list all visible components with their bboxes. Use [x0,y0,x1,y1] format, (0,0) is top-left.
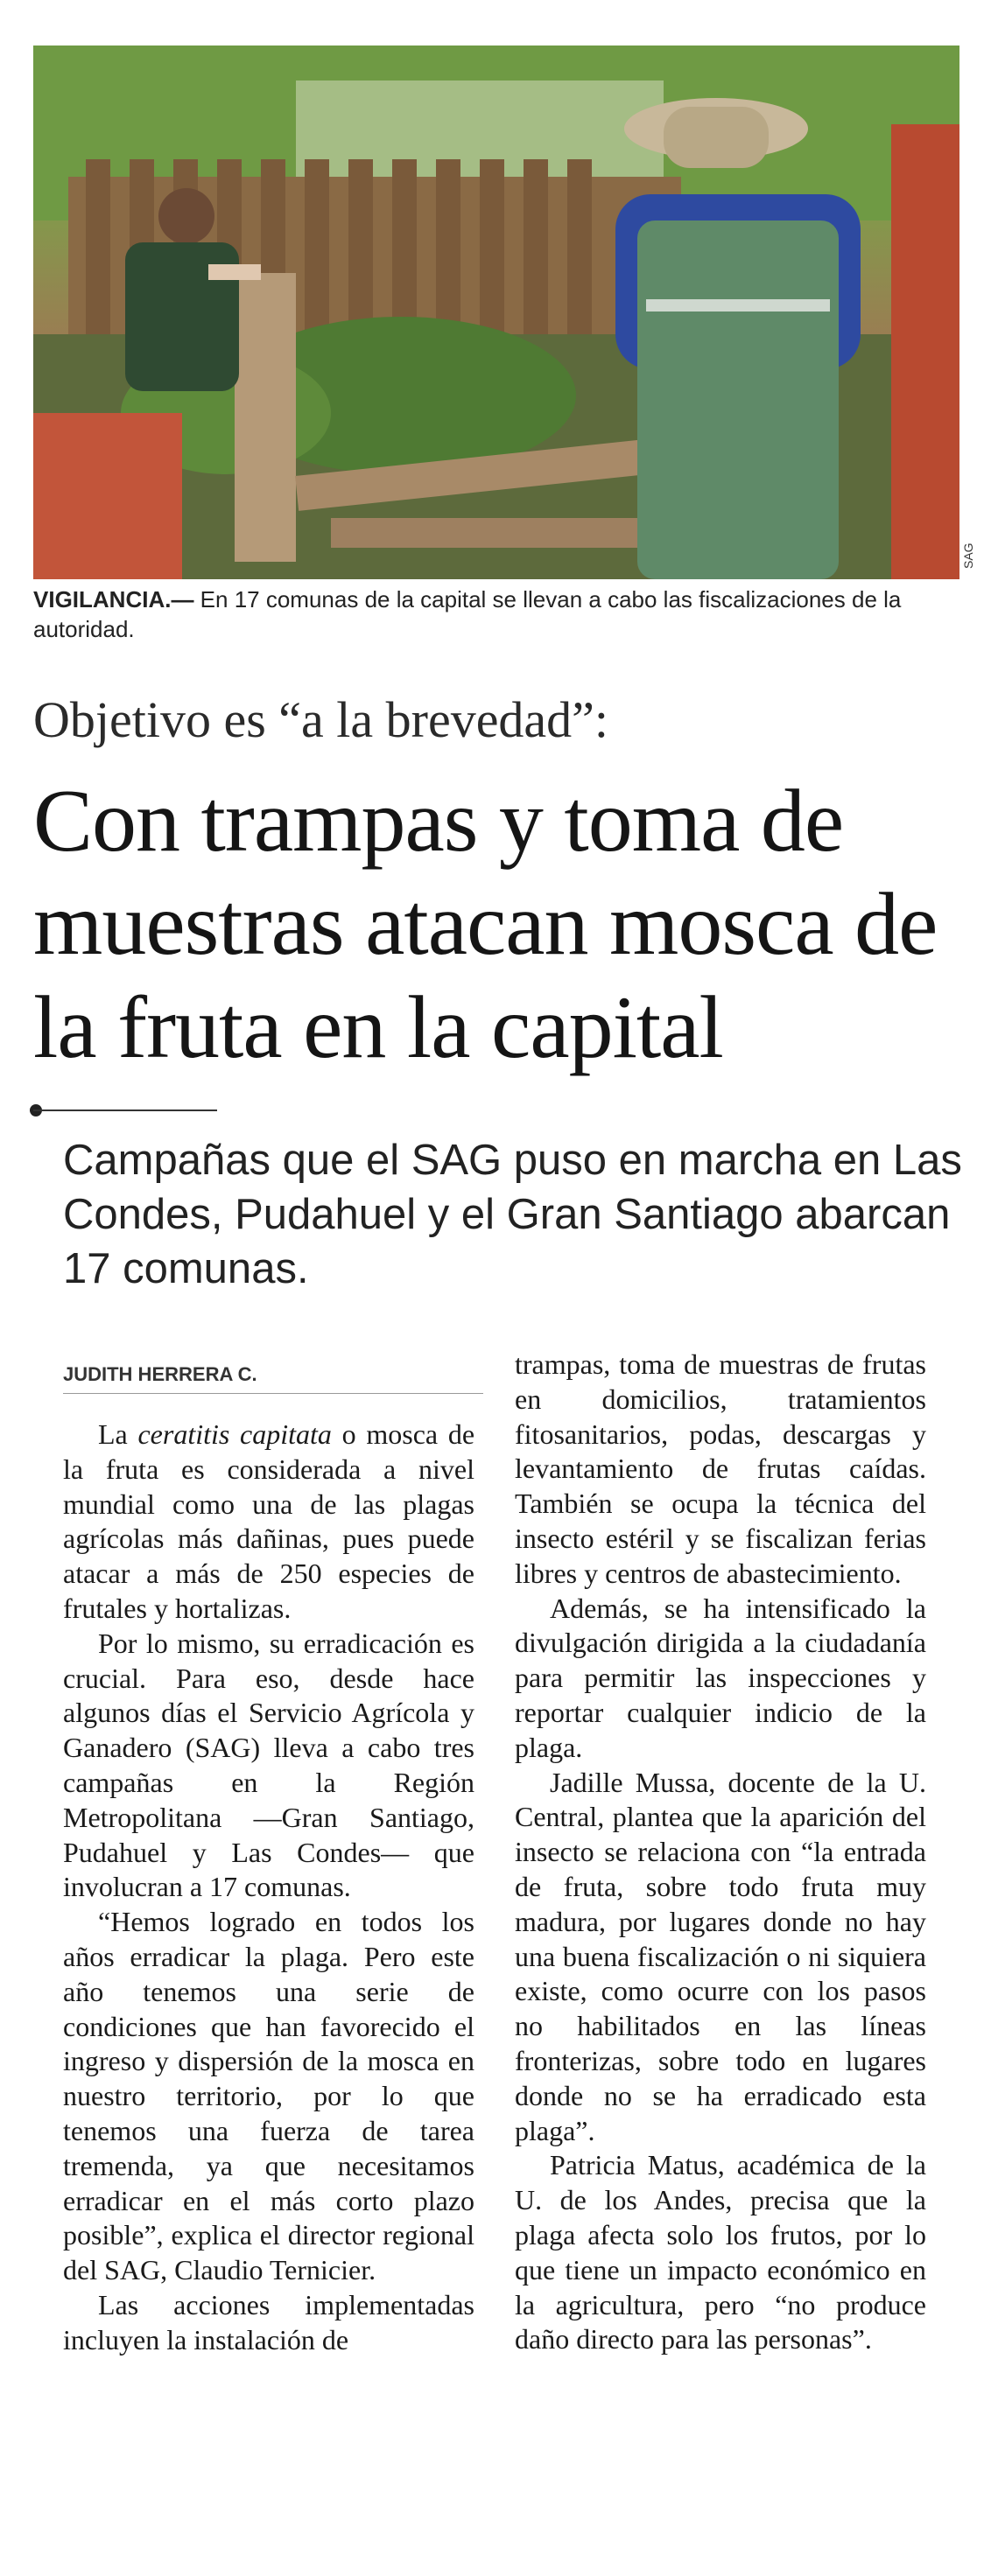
scientific-name: ceratitis capitata [137,1418,332,1450]
paragraph: “Hemos logrado en todos los años erradicar la plaga. Pero este año tenemos una serie de condiciones que han favorecido el ingreso y dispersión de la mosca en nuestro territorio, por lo que tenemos una fuerza de tarea tremenda, ya que necesitamos erradicar en el más corto plazo posible”, explica el director regional del SAG, Claudio Ternicier. [63,1906,474,2286]
body-column-right [515,1348,926,2357]
headline: Con trampas y toma de muestras atacan mosca de la fruta en la capital [33,772,938,1077]
caption-lead: VIGILANCIA.— [33,586,194,612]
paragraph: Además, se ha intensificado la divulgación dirigida a la ciudadanía para permitir las inspecciones y reportar cualquier indicio de la plaga. [515,1592,926,1763]
body-column-left [63,1418,474,2358]
paragraph: Patricia Matus, académica de la U. de los Andes, precisa que la plaga afecta solo los frutos, por lo que tiene un impacto económico en la agricultura, pero “no produce daño directo para las personas”. [515,2149,926,2356]
article-photo [33,46,959,579]
photo-inspectors-icon [33,46,959,579]
paragraph: Jadille Mussa, docente de la U. Central, plantea que la aparición del insecto se relaciona con “la entrada de fruta, sobre todo fruta muy madura, por lugares donde no hay una buena fiscalización o ni siquiera existe, como ocurre con los pasos no habilitados en las líneas fronterizas, sobre todo en lugares donde no se ha erradicado esta plaga”. [515,1766,926,2146]
photo-credit: SAG [961,542,975,569]
paragraph [63,1418,474,1627]
paragraph-text: o mosca de la fruta es considerada a nivel mundial como una de las plagas agrícolas más dañinas, pues puede atacar a más de 250 especies de frutales y hortalizas. [63,1418,475,1624]
paragraph: Por lo mismo, su erradicación es crucial. Para eso, desde hace algunos días el Servicio Agrícola y Ganadero (SAG) lleva a cabo tres campañas en la Región Metropolitana —Gran Santiago, Pudahuel y Las Condes— que involucran a 17 comunas. [63,1627,474,1903]
photo-caption [33,584,959,644]
paragraph: Las acciones implementadas incluyen la instalación de [63,2288,474,2356]
caption-text: En 17 comunas de la capital se llevan a cabo las fiscalizaciones de la autoridad. [33,586,902,642]
separator-rule [33,1110,217,1111]
paragraph: trampas, toma de muestras de frutas en domicilios, tratamientos fitosanitarios, podas, descargas y levantamiento de frutas caídas. También se ocupa la técnica del insecto estéril y se fiscalizan ferias libres y centros de abastecimiento. [515,1348,926,1589]
kicker: Objetivo es “a la brevedad”: [33,691,609,748]
paragraph-text: La [98,1418,138,1450]
subheadline: Campañas que el SAG puso en marcha en Las Condes, Pudahuel y el Gran Santiago abarcan 17 comunas. [63,1137,962,1292]
byline: JUDITH HERRERA C. [63,1363,483,1394]
